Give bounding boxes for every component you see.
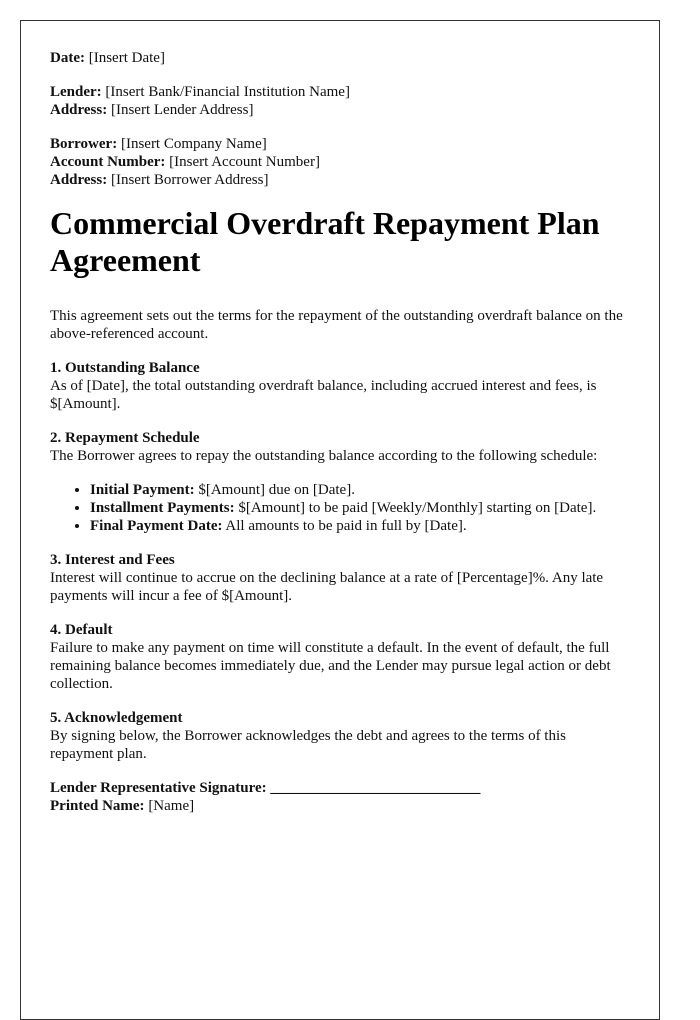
printed-name-label: Printed Name: [50,798,145,814]
printed-name-value: [Name] [144,798,195,814]
section-outstanding-balance [50,359,631,413]
section-title: 3. Interest and Fees [50,552,175,568]
signature-block [50,779,631,815]
list-item-initial-payment [90,481,631,499]
section-interest-and-fees [50,551,631,605]
lender-address-label: Address: [50,102,108,118]
date-label: Date: [50,50,85,66]
section-title: 4. Default [50,622,113,638]
borrower-block [50,135,631,189]
section-acknowledgement [50,709,631,763]
section-body: As of [Date], the total outstanding overdraft balance, including accrued interest and fees, is $[Amount]. [50,378,597,412]
agreement-document [20,20,660,1020]
lender-address-value: [Insert Lender Address] [107,102,254,118]
lender-signature-line[interactable]: ____________________________ [266,780,481,796]
bullet-text: $[Amount] due on [Date]. [194,482,355,498]
borrower-label: Borrower: [50,136,118,152]
section-default [50,621,631,693]
borrower-value: [Insert Company Name] [117,136,267,152]
intro-paragraph: This agreement sets out the terms for the repayment of the outstanding overdraft balance on the above-referenced account. [50,308,623,342]
borrower-address-value: [Insert Borrower Address] [107,172,269,188]
date-line [50,49,631,67]
section-body: The Borrower agrees to repay the outstanding balance according to the following schedule: [50,448,598,464]
bullet-label: Initial Payment: [90,482,195,498]
lender-block [50,83,631,119]
repayment-schedule-list [50,481,631,535]
list-item-installment-payments [90,499,631,517]
bullet-label: Installment Payments: [90,500,235,516]
lender-label: Lender: [50,84,102,100]
section-title: 1. Outstanding Balance [50,360,200,376]
account-number-label: Account Number: [50,154,166,170]
account-number-value: [Insert Account Number] [165,154,320,170]
bullet-text: $[Amount] to be paid [Weekly/Monthly] starting on [Date]. [234,500,597,516]
lender-value: [Insert Bank/Financial Institution Name] [101,84,350,100]
section-title: 2. Repayment Schedule [50,430,200,446]
section-body: Interest will continue to accrue on the declining balance at a rate of [Percentage]%. Any late payments will incur a fee of $[Amount]. [50,570,604,604]
bullet-label: Final Payment Date: [90,518,223,534]
list-item-final-payment-date [90,517,631,535]
section-repayment-schedule [50,429,631,535]
section-title: 5. Acknowledgement [50,710,183,726]
document-title: Commercial Overdraft Repayment Plan Agreement [50,205,600,278]
date-value: [Insert Date] [84,50,165,66]
section-body: Failure to make any payment on time will constitute a default. In the event of default, the full remaining balance becomes immediately due, and the Lender may pursue legal action or debt collection. [50,640,611,692]
borrower-address-label: Address: [50,172,108,188]
section-body: By signing below, the Borrower acknowledges the debt and agrees to the terms of this repayment plan. [50,728,566,762]
lender-signature-label: Lender Representative Signature: [50,780,267,796]
bullet-text: All amounts to be paid in full by [Date]. [222,518,467,534]
